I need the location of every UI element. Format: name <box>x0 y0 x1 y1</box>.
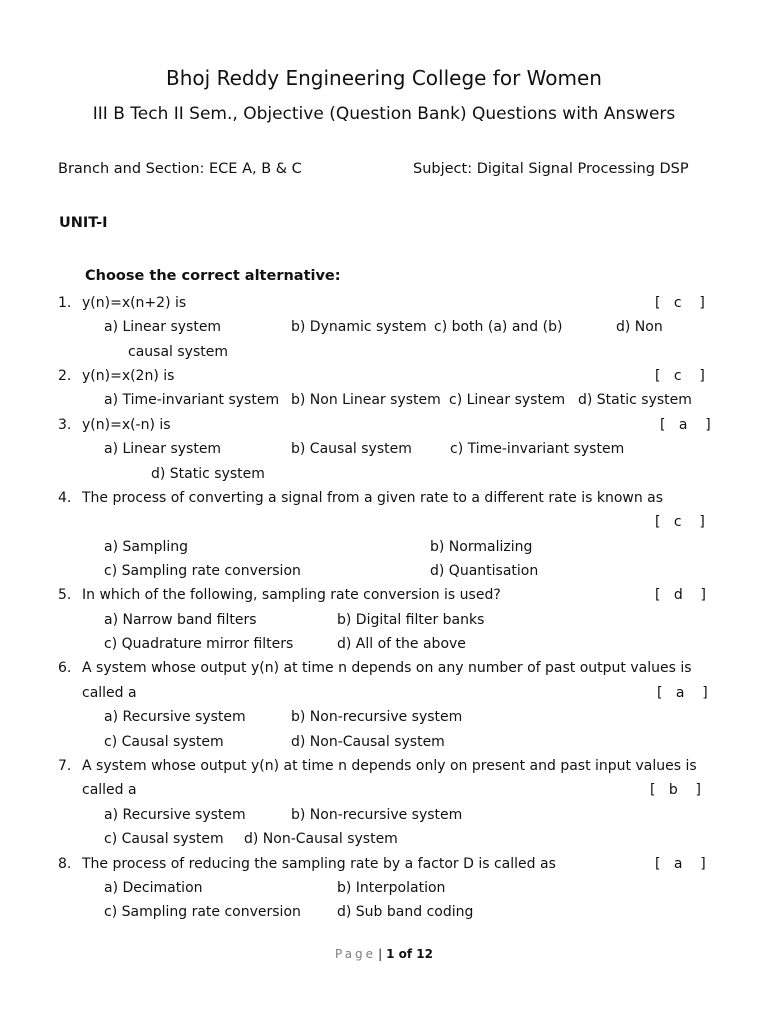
option: b) Non-recursive system <box>291 709 463 725</box>
answer-bracket: [ b ] <box>650 782 701 798</box>
option: d) Sub band coding <box>337 904 474 920</box>
answer-value: a <box>678 417 688 433</box>
option: b) Dynamic system <box>291 319 427 335</box>
option: d) Non-Causal system <box>291 734 445 750</box>
option: b) Non-recursive system <box>291 807 463 823</box>
answer-bracket: [ d ] <box>655 587 706 603</box>
option: b) Normalizing <box>430 539 533 555</box>
question-text: The process of converting a signal from a given rate to a different rate is known as <box>82 490 664 506</box>
question-number: 7. <box>58 758 72 774</box>
option: b) Digital filter banks <box>337 612 485 628</box>
option: a) Recursive system <box>104 807 246 823</box>
option: a) Sampling <box>104 539 189 555</box>
option: causal system <box>128 344 228 360</box>
answer-value: c <box>673 514 682 530</box>
answer-value: a <box>673 856 683 872</box>
option: c) Sampling rate conversion <box>104 563 301 579</box>
branch-section: Branch and Section: ECE A, B & C <box>58 161 302 177</box>
college-title: Bhoj Reddy Engineering College for Women <box>166 66 602 90</box>
question-text-cont: called a <box>82 782 137 798</box>
question-text: In which of the following, sampling rate conversion is used? <box>82 587 501 603</box>
question-text: y(n)=x(n+2) is <box>82 295 187 311</box>
instruction: Choose the correct alternative: <box>85 268 341 284</box>
answer-bracket: [ c ] <box>655 368 705 384</box>
question-text-cont: called a <box>82 685 137 701</box>
question-number: 2. <box>58 368 72 384</box>
option: b) Causal system <box>291 441 412 457</box>
page-number: 1 of 12 <box>386 947 433 961</box>
option: c) Time-invariant system <box>450 441 625 457</box>
question-text: A system whose output y(n) at time n depends on any number of past output values is <box>82 660 692 676</box>
option: b) Interpolation <box>337 880 446 896</box>
question-number: 5. <box>58 587 72 603</box>
option: c) Causal system <box>104 734 224 750</box>
option: a) Linear system <box>104 319 222 335</box>
question-text: A system whose output y(n) at time n depends only on present and past input values is <box>82 758 697 774</box>
subject: Subject: Digital Signal Processing DSP <box>413 161 689 177</box>
option: c) Linear system <box>449 392 566 408</box>
answer-value: c <box>673 295 682 311</box>
option: d) Static system <box>151 466 265 482</box>
option: c) Sampling rate conversion <box>104 904 301 920</box>
option: c) Quadrature mirror filters <box>104 636 294 652</box>
option: c) Causal system <box>104 831 224 847</box>
question-text: y(n)=x(2n) is <box>82 368 175 384</box>
answer-bracket: [ a ] <box>657 685 708 701</box>
option: c) both (a) and (b) <box>434 319 563 335</box>
option: a) Decimation <box>104 880 203 896</box>
unit-heading: UNIT-I <box>59 215 108 231</box>
answer-bracket: [ a ] <box>660 417 711 433</box>
answer-bracket: [ c ] <box>655 514 705 530</box>
course-subtitle: III B Tech II Sem., Objective (Question Bank) Questions with Answers <box>92 104 676 124</box>
option: d) Non-Causal system <box>244 831 398 847</box>
option: a) Time-invariant system <box>104 392 280 408</box>
answer-value: a <box>675 685 685 701</box>
answer-bracket: [ a ] <box>655 856 706 872</box>
question-number: 6. <box>58 660 72 676</box>
question-number: 1. <box>58 295 72 311</box>
question-text: y(n)=x(-n) is <box>82 417 171 433</box>
option: b) Non Linear system <box>291 392 441 408</box>
option: d) Static system <box>578 392 692 408</box>
question-number: 8. <box>58 856 72 872</box>
answer-value: b <box>668 782 678 798</box>
option: d) All of the above <box>337 636 466 652</box>
answer-bracket: [ c ] <box>655 295 705 311</box>
question-number: 3. <box>58 417 72 433</box>
option: a) Recursive system <box>104 709 246 725</box>
answer-value: d <box>673 587 683 603</box>
option: d) Non <box>616 319 663 335</box>
question-text: The process of reducing the sampling rate by a factor D is called as <box>82 856 556 872</box>
question-number: 4. <box>58 490 72 506</box>
option: a) Linear system <box>104 441 222 457</box>
option: a) Narrow band filters <box>104 612 257 628</box>
answer-value: c <box>673 368 682 384</box>
page-label: Page <box>335 947 377 961</box>
footer-separator: | <box>378 947 383 961</box>
page-footer <box>0 947 768 961</box>
option: d) Quantisation <box>430 563 539 579</box>
